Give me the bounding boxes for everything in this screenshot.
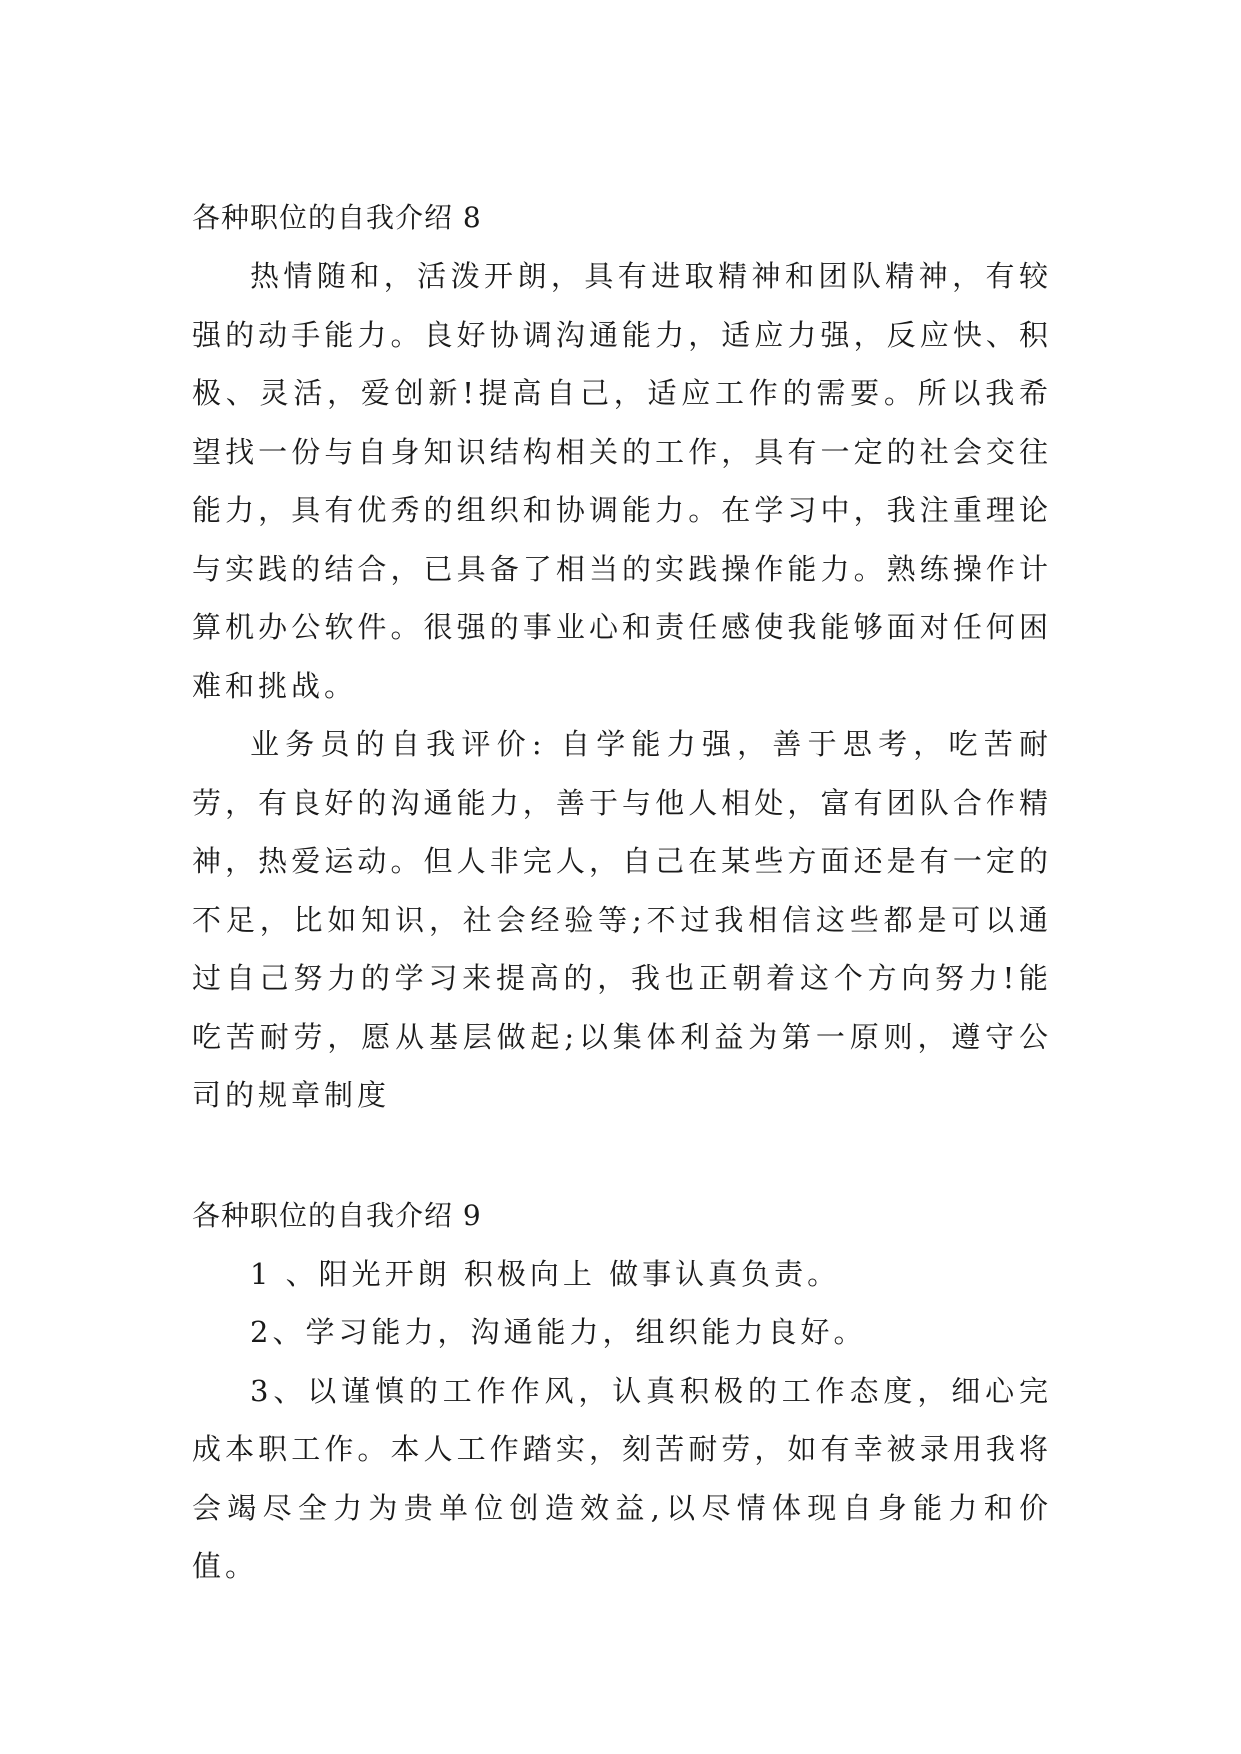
list-paragraph: 1 、阳光开朗 积极向上 做事认真负责。 <box>250 1256 841 1291</box>
section-heading: 各种职位的自我介绍 8 <box>192 201 482 234</box>
list-paragraph: 2、学习能力，沟通能力，组织能力良好。 <box>250 1315 867 1349</box>
list-paragraph: 3、以谨慎的工作作风，认真积极的工作态度，细心完成本职工作。本人工作踏实，刻苦耐劳，如有幸被录用我将会竭尽全力为贵单位创造效益,以尽情体现自身能力和价值。 <box>192 1373 1052 1583</box>
paragraph: 业务员的自我评价: 自学能力强，善于思考，吃苦耐劳，有良好的沟通能力，善于与他人相处，富有团队合作精神，热爱运动。但人非完人，自己在某些方面还是有一定的不足，比如知识，社会经验等;不过我相信这些都是可以通过自己努力的学习来提高的，我也正朝着这个方向努力!能吃苦耐劳，愿从基层做起;以集体利益为第一原则，遵守公司的规章制度 <box>192 727 1052 1112</box>
section-heading: 各种职位的自我介绍 9 <box>192 1198 482 1232</box>
document-body <box>192 189 1052 1596</box>
section-9 <box>192 1187 1052 1596</box>
paragraph: 热情随和，活泼开朗，具有进取精神和团队精神，有较强的动手能力。良好协调沟通能力，适应力强，反应快、积极、灵活，爱创新!提高自己，适应工作的需要。所以我希望找一份与自身知识结构相关的工作，具有一定的社会交往能力，具有优秀的组织和协调能力。在学习中，我注重理论与实践的结合，已具备了相当的实践操作能力。熟练操作计算机办公软件。很强的事业心和责任感使我能够面对任何困难和挑战。 <box>192 259 1052 703</box>
section-8 <box>192 189 1052 1125</box>
